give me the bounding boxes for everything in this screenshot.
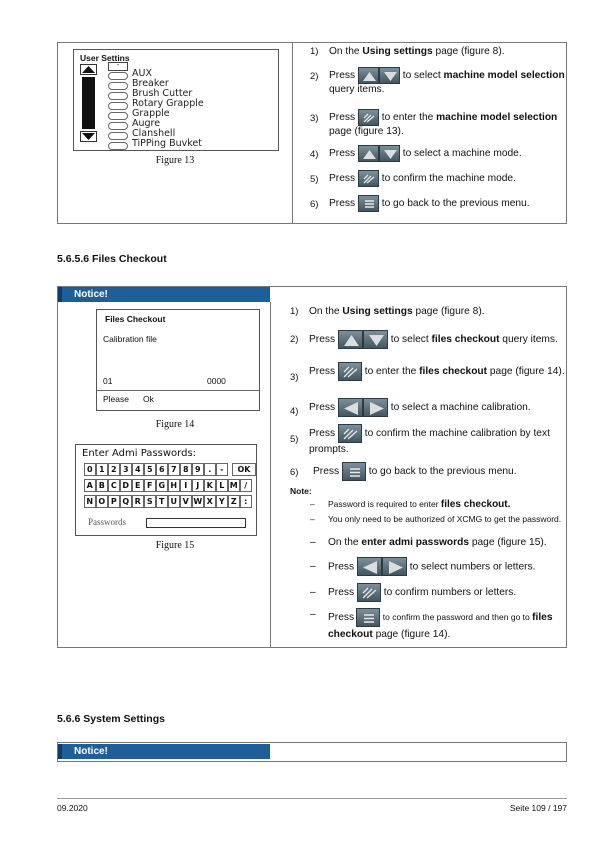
keyboard-key: / — [240, 479, 252, 492]
step-number: 3) — [290, 372, 299, 383]
keyboard-key: S — [144, 495, 156, 508]
keyboard-key: 6 — [156, 463, 168, 476]
calibration-value: 0000 — [207, 376, 226, 386]
calibration-index: 01 — [103, 376, 113, 386]
keyboard-key: T — [156, 495, 168, 508]
status-divider — [97, 390, 259, 391]
up-button-icon — [358, 145, 379, 162]
keyboard-key: OK — [232, 463, 256, 476]
menu-item: Augre — [132, 118, 161, 129]
keyboard-key: - — [216, 463, 228, 476]
step-text: Press to enter the files checkout page (figure 14). — [309, 362, 565, 381]
arrow-down-icon — [81, 132, 96, 141]
scroll-bar — [82, 77, 95, 129]
figure15-screen — [75, 444, 257, 536]
section1-divider — [292, 42, 293, 224]
keyboard-key: K — [204, 479, 216, 492]
up-button-icon — [338, 330, 363, 349]
screen-title: Enter Admi Passwords: — [82, 448, 197, 459]
step-number: 1) — [310, 46, 319, 57]
enter-hand-icon — [358, 109, 379, 126]
section3-heading: 5.6.6 System Settings — [57, 713, 165, 725]
down-button-icon — [363, 330, 388, 349]
keyboard-key: 8 — [180, 463, 192, 476]
step-number: 4) — [310, 149, 319, 160]
keyboard-key: : — [240, 495, 252, 508]
enter-hand-icon — [338, 362, 362, 381]
right-button-icon — [363, 398, 388, 417]
down-arrow-key — [80, 131, 97, 142]
radio-clanshell — [108, 132, 128, 140]
figure14-screen — [96, 309, 260, 411]
step-number: 1) — [290, 306, 299, 317]
enter-hand-icon — [338, 424, 362, 443]
keyboard-key: O — [96, 495, 108, 508]
left-button-icon — [338, 398, 363, 417]
figure14-caption: Figure 14 — [155, 419, 195, 430]
step-text: On the Using settings page (figure 8). — [309, 306, 485, 317]
step-text: Press to enter the machine model selection page (figure 13). — [329, 109, 565, 137]
menu-back-icon — [358, 195, 379, 212]
up-arrow-key — [80, 64, 97, 75]
status-please: Please — [103, 394, 129, 404]
keyboard-key: E — [132, 479, 144, 492]
step-number: 5) — [310, 174, 319, 185]
menu-back-icon — [342, 462, 366, 481]
radio-breaker — [108, 82, 128, 90]
section2-divider — [270, 302, 271, 648]
step-number: 2) — [310, 71, 319, 82]
password-label: Passwords — [88, 517, 127, 527]
keyboard-key: Q — [120, 495, 132, 508]
radio-grapple — [108, 112, 128, 120]
step-text: Press to select a machine mode. — [329, 145, 565, 162]
down-button-icon — [379, 67, 400, 84]
keyboard-key: L — [216, 479, 228, 492]
top-selector: - — [108, 62, 128, 71]
keyboard-key: C — [108, 479, 120, 492]
calibration-file-label: Calibration file — [103, 334, 157, 344]
left-right-buttons — [338, 398, 388, 417]
step-number: 2) — [290, 334, 299, 345]
keyboard-key: Z — [228, 495, 240, 508]
keyboard-key: 5 — [144, 463, 156, 476]
keyboard-key: 1 — [96, 463, 108, 476]
keyboard-key: N — [84, 495, 96, 508]
radio-brush-cutter — [108, 92, 128, 100]
step-text: On the Using settings page (figure 8). — [329, 46, 505, 57]
keyboard-key: G — [156, 479, 168, 492]
step-text: Press to select files checkout query items. — [309, 330, 565, 349]
step-number: 6) — [290, 467, 299, 478]
radio-tipping-buvket — [108, 142, 128, 150]
screen-title: Files Checkout — [105, 314, 166, 324]
menu-item: Brush Cutter — [132, 88, 193, 99]
status-ok: Ok — [143, 394, 154, 404]
step-text: Press to confirm the machine mode. — [329, 170, 565, 187]
up-down-buttons — [358, 145, 400, 162]
up-down-buttons — [358, 67, 400, 84]
keyboard-key: R — [132, 495, 144, 508]
footer-rule — [57, 798, 567, 799]
footer-page-number: Seite 109 / 197 — [509, 803, 567, 813]
keyboard-key: 4 — [132, 463, 144, 476]
keyboard-key: 3 — [120, 463, 132, 476]
keyboard-key: B — [96, 479, 108, 492]
screen-title: User Settins — [80, 53, 130, 63]
step-text: Press to go back to the previous menu. — [313, 462, 565, 481]
down-button-icon — [379, 145, 400, 162]
figure13-screen — [73, 49, 279, 151]
keyboard-key: X — [204, 495, 216, 508]
keyboard-key: J — [192, 479, 204, 492]
menu-back-icon — [356, 608, 380, 627]
up-down-buttons — [338, 330, 388, 349]
step-text: Press to select a machine calibration. — [309, 398, 565, 417]
step-number: 6) — [310, 199, 319, 210]
password-field — [146, 518, 246, 528]
menu-item: Rotary Grapple — [132, 98, 204, 109]
footer-date: 09.2020 — [57, 803, 88, 813]
keyboard-key: U — [168, 495, 180, 508]
notice-bar: Notice! — [58, 287, 270, 302]
up-button-icon — [358, 67, 379, 84]
keyboard-key: V — [180, 495, 192, 508]
left-button-icon — [357, 557, 382, 576]
enter-hand-icon — [357, 583, 381, 602]
step-text: Press to go back to the previous menu. — [329, 195, 565, 212]
keyboard-key: . — [204, 463, 216, 476]
note-label: Note: — [290, 486, 312, 496]
figure15-caption: Figure 15 — [155, 540, 195, 551]
keyboard-key: A — [84, 479, 96, 492]
radio-rotary-grapple — [108, 102, 128, 110]
figure13-caption: Figure 13 — [155, 155, 195, 166]
keyboard-key: P — [108, 495, 120, 508]
step-text: Press to select machine model selection query items. — [329, 67, 565, 97]
enter-hand-icon — [358, 170, 379, 187]
keyboard-key: Y — [216, 495, 228, 508]
left-right-buttons — [357, 556, 407, 578]
section2-heading: 5.6.5.6 Files Checkout — [57, 253, 167, 265]
keyboard-key: 7 — [168, 463, 180, 476]
keyboard-key: M — [229, 481, 238, 490]
right-button-icon — [382, 557, 407, 576]
radio-augre — [108, 122, 128, 130]
menu-item: Breaker — [132, 78, 169, 89]
notice-bar: Notice! — [58, 744, 270, 759]
step-text: Press to confirm the machine calibration by text prompts. — [309, 424, 565, 456]
radio-aux — [108, 72, 128, 80]
menu-item: Clanshell — [132, 128, 176, 139]
keyboard — [84, 463, 252, 511]
keyboard-key: 2 — [108, 463, 120, 476]
arrow-up-icon — [81, 65, 96, 74]
menu-item: TiPPing Buvket — [132, 138, 203, 149]
step-number: 4) — [290, 406, 299, 417]
keyboard-key: W — [193, 497, 203, 506]
menu-item: AUX — [132, 68, 152, 79]
keyboard-key: H — [168, 479, 180, 492]
keyboard-key: 9 — [192, 463, 204, 476]
step-number: 5) — [290, 434, 299, 445]
step-number: 3) — [310, 113, 319, 124]
keyboard-key: I — [180, 479, 192, 492]
keyboard-key: 0 — [84, 463, 96, 476]
keyboard-key: D — [120, 479, 132, 492]
keyboard-key: F — [144, 479, 156, 492]
menu-item: Grapple — [132, 108, 170, 119]
